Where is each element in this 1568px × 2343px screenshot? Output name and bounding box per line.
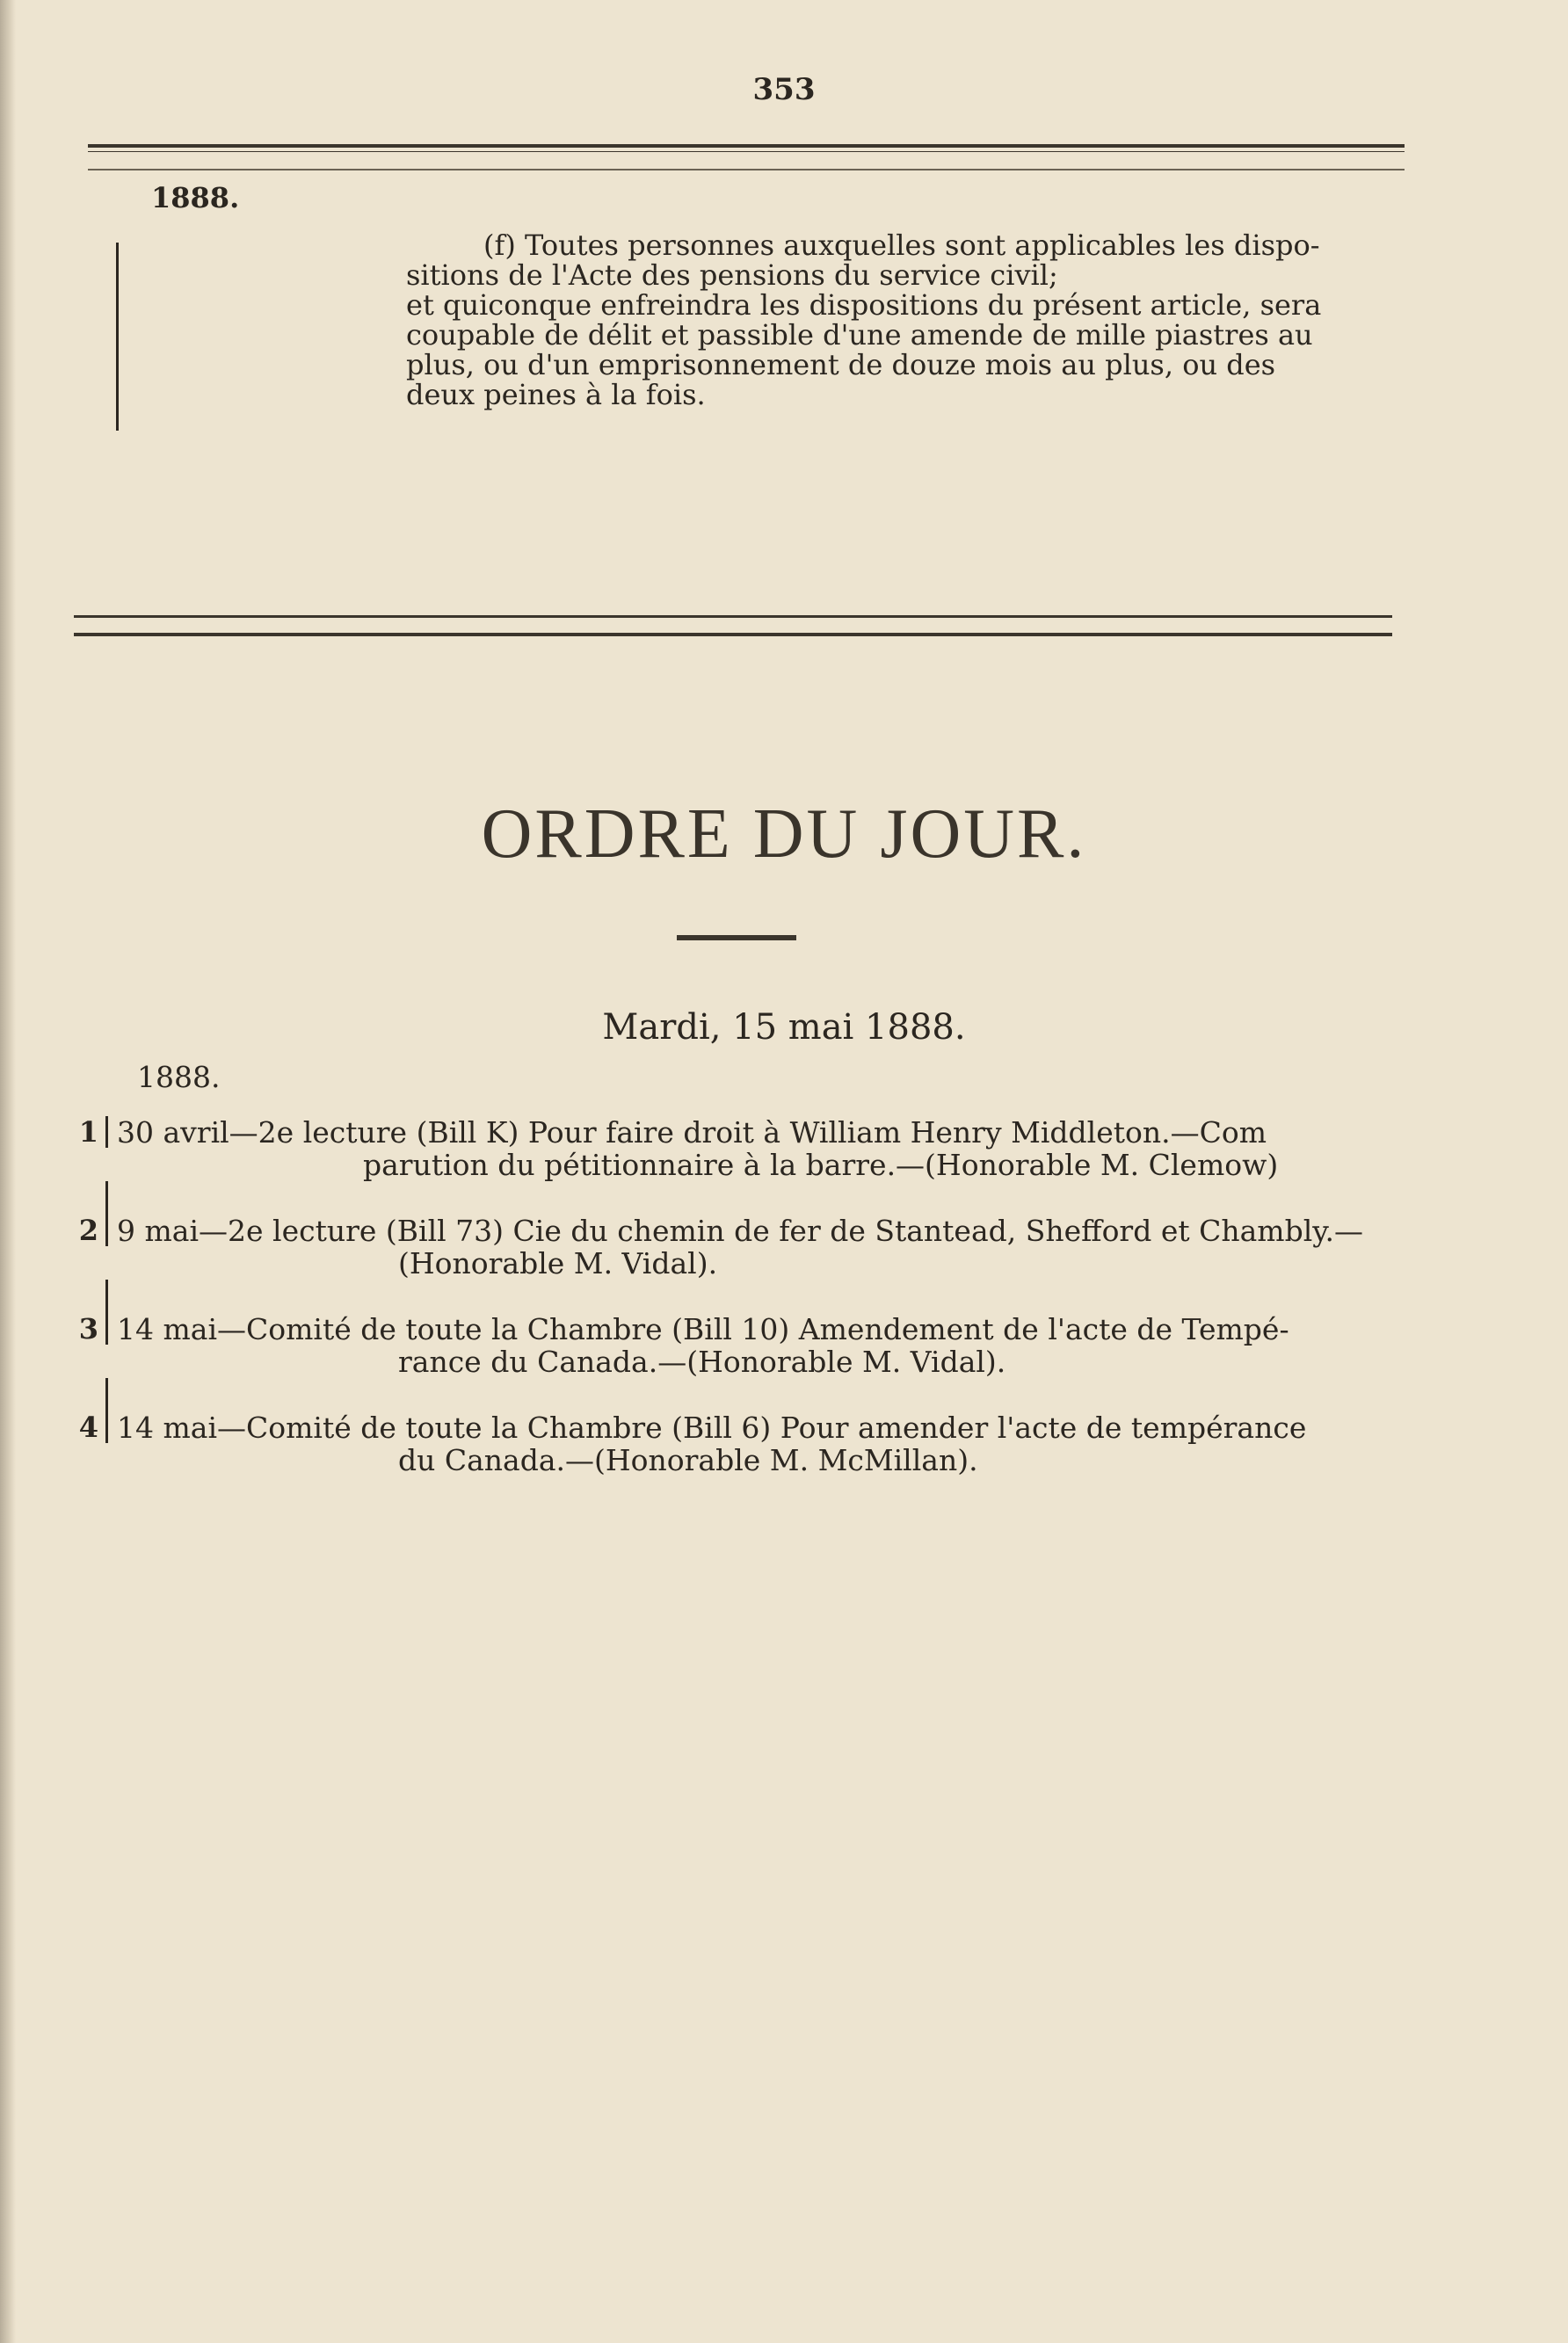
page-edge-shadow: [0, 0, 16, 2343]
section-year: 1888.: [151, 181, 240, 214]
agenda-item: [70, 1215, 1406, 1280]
paragraph-line: plus, ou d'un emprisonnement de douze mois au plus, ou des: [406, 348, 1276, 381]
page-number: 353: [752, 72, 816, 107]
item-text: [108, 1215, 1406, 1280]
top-rule-thin-2: [88, 169, 1405, 170]
title-underline: [677, 935, 796, 940]
item-spacer: [70, 1181, 108, 1215]
margin-bar-top: [116, 243, 119, 431]
item-line: 14 mai—Comité de toute la Chambre (Bill 6) Pour amender l'acte de tempérance: [117, 1411, 1307, 1445]
paragraph-line: et quiconque enfreindra les dispositions du présent article, sera: [406, 288, 1322, 322]
agenda-item: [70, 1313, 1406, 1378]
item-number: 3: [70, 1313, 108, 1345]
item-text: [108, 1116, 1406, 1181]
provision-paragraph: [406, 230, 1408, 410]
item-line: du Canada.—(Honorable M. McMillan).: [398, 1443, 978, 1477]
item-line: rance du Canada.—(Honorable M. Vidal).: [398, 1345, 1006, 1379]
agenda-list: [70, 1116, 1406, 1476]
paragraph-line: (f) Toutes personnes auxquelles sont applicables les dispo-: [483, 228, 1320, 262]
item-text: [108, 1411, 1406, 1476]
item-line: 9 mai—2e lecture (Bill 73) Cie du chemin de fer de Stantead, Shefford et Chambly.—: [117, 1214, 1364, 1248]
item-text: [108, 1313, 1406, 1378]
item-line: 14 mai—Comité de toute la Chambre (Bill 10) Amendement de l'acte de Tempé-: [117, 1312, 1289, 1346]
item-spacer: [70, 1280, 108, 1313]
section-rule-bottom: [74, 633, 1392, 636]
item-spacer: [70, 1378, 108, 1411]
item-line: 30 avril—2e lecture (Bill K) Pour faire droit à William Henry Middleton.—Com: [117, 1115, 1267, 1150]
top-rule-thick: [88, 144, 1405, 148]
paragraph-line: deux peines à la fois.: [406, 378, 706, 411]
paragraph-line: sitions de l'Acte des pensions du service civil;: [406, 258, 1058, 292]
agenda-item: [70, 1411, 1406, 1476]
page-title: ORDRE DU JOUR.: [481, 795, 1087, 873]
session-date: Mardi, 15 mai 1888.: [602, 1007, 966, 1048]
top-rule-thin: [88, 151, 1405, 152]
item-number: 4: [70, 1411, 108, 1443]
item-number: 1: [70, 1116, 108, 1148]
agenda-year: 1888.: [137, 1060, 221, 1094]
agenda-item: [70, 1116, 1406, 1181]
item-line: (Honorable M. Vidal).: [398, 1246, 718, 1280]
item-number: 2: [70, 1215, 108, 1246]
item-line: parution du pétitionnaire à la barre.—(Honorable M. Clemow): [363, 1148, 1279, 1182]
paragraph-line: coupable de délit et passible d'une amende de mille piastres au: [406, 318, 1313, 352]
section-rule-top: [74, 615, 1392, 618]
